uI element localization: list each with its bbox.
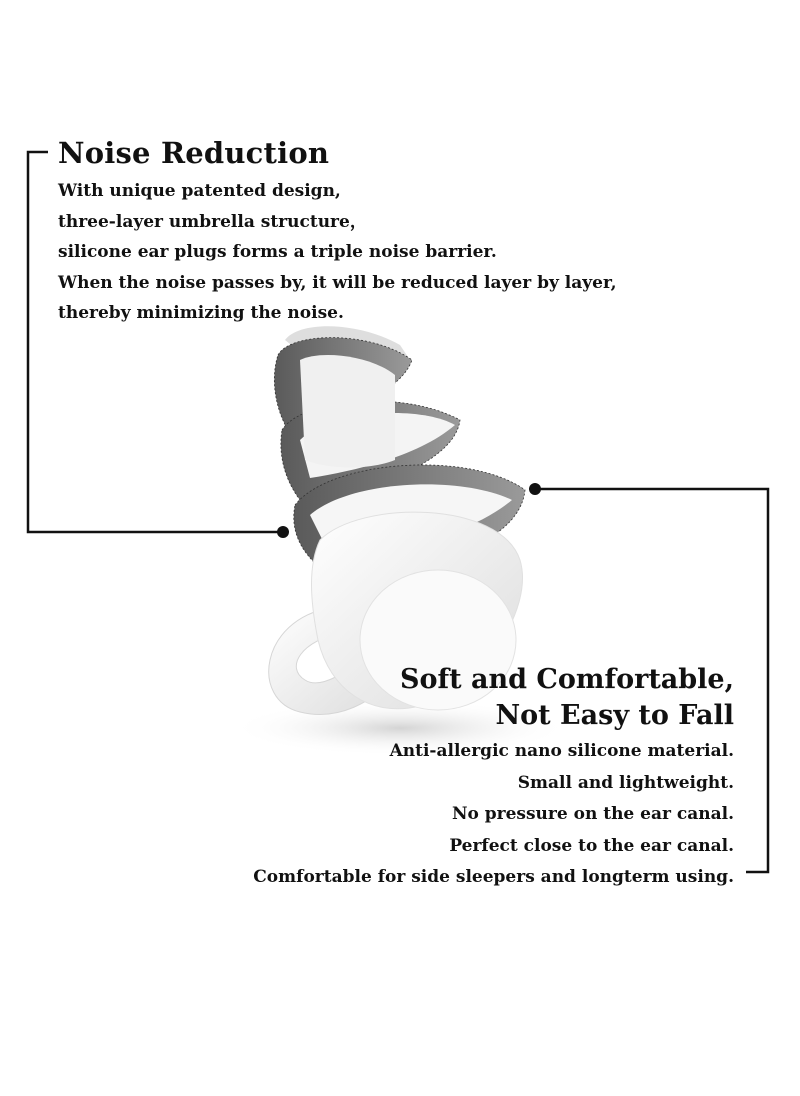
feature-line: Anti-allergic nano silicone material. [389, 741, 734, 761]
feature-line: three-layer umbrella structure， [58, 211, 367, 232]
feature-line: silicone ear plugs forms a triple noise barrier. [58, 242, 497, 262]
feature-line: Perfect close to the ear canal. [449, 835, 734, 856]
noise-reduction-title: Noise Reduction [58, 136, 330, 170]
feature-line: When the noise passes by, it will be reduced layer by layer, [58, 272, 617, 293]
feature-line: With unique patented design, [58, 181, 341, 201]
noise-reduction-section [58, 134, 678, 329]
feature-line: No pressure on the ear canal. [451, 804, 734, 824]
comfort-section [214, 662, 734, 894]
comfort-title-line-1: Soft and Comfortable, [400, 664, 734, 695]
comfort-title-line-2: Not Easy to Fall [495, 700, 734, 731]
feature-line: Comfortable for side sleepers and longterm using. [253, 867, 734, 887]
feature-line: Small and lightweight. [517, 772, 734, 793]
feature-line: thereby minimizing the noise. [58, 303, 344, 323]
